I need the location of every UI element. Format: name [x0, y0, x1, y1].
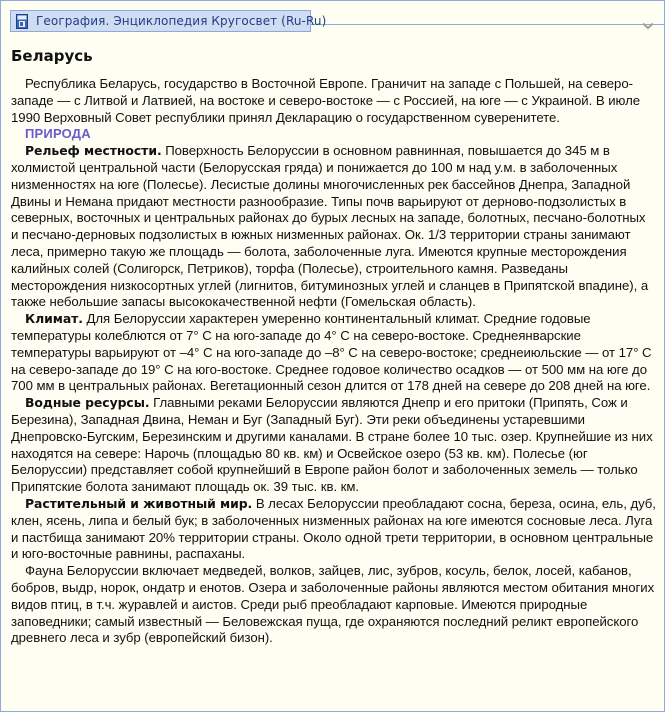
book-icon — [16, 14, 28, 29]
header-divider — [311, 24, 664, 25]
article-title: Беларусь — [11, 47, 93, 65]
source-label: География. Энциклопедия Кругосвет (Ru-Ru) — [36, 14, 327, 28]
section-heading: ПРИРОДА — [25, 126, 91, 142]
intro-paragraph: Республика Беларусь, государство в Восточной Европе. Граничит на западе с Польшей, на северо-западе — с Литвой и Латвией, на востоке и северо-востоке — с Россией, на юге — с Украиной. В июле 1990 Верховный Совет республики принял Декларацию о государственном суверенитете. — [11, 76, 641, 125]
paragraph-lead: Рельеф местности. — [25, 143, 162, 159]
paragraph-flora — [11, 496, 656, 563]
paragraph-lead: Водные ресурсы. — [25, 395, 150, 411]
paragraph-water — [11, 395, 656, 496]
paragraph-lead: Климат. — [25, 311, 83, 327]
article-content — [11, 46, 656, 647]
paragraph-relief — [11, 143, 656, 311]
paragraph-fauna — [11, 563, 656, 647]
paragraph-text: В лесах Белоруссии преобладают сосна, береза, осина, ель, дуб, клен, ясень, липа и белый бук; в заболоченных низменных районах на юге имеются сосновые леса. Луга и пастбища занимают 20% территории страны. Около одной трети территории, в основном центральные и юго-восточные равнины, распаханы. — [11, 495, 656, 562]
source-header — [1, 1, 664, 28]
paragraph-climate — [11, 311, 656, 395]
paragraph-text: Главными реками Белоруссии являются Днепр и его притоки (Припять, Сож и Березина), Западная Двина, Неман и Буг (Западный Буг). Эти реки объединены устаревшими Днепровско-Бугским, Березинским и другими каналами. В стране более 10 тыс. озер. Крупнейшие из них находятся на севере: Нарочь (площадью 80 кв. км) и Освейское озеро (53 кв. км). Полесье (юг Белоруссии) представляет собой крупнейший в Европе район болот и заболоченных земель — только Припятские болота занимают площадь ок. 39 тыс. кв. км. — [11, 395, 653, 495]
chevron-down-icon[interactable] — [642, 15, 654, 23]
paragraph-lead: Растительный и животный мир. — [25, 495, 253, 511]
paragraph-text: Для Белоруссии характерен умеренно континентальный климат. Средние годовые температуры колеблются от 7° С на юго-западе до 4° С на северо-востоке. Среднеянварские температуры варьируют от –4° С на юго-западе до –8° С на северо-востоке; среднеиюльские — от 17° С на северо-западе до 19° С на юго-востоке. Среднее годовое количество осадков — от 500 мм на юге до 700 мм в центральных районах. Вегетационный сезон длится от 178 дней на севере до 208 дней на юге. — [11, 311, 652, 394]
source-tab[interactable] — [10, 10, 327, 32]
paragraph-text: Поверхность Белоруссии в основном равнинная, повышается до 345 м в холмистой центральной части (Белорусская гряда) и понижается до 100 м над у.м. в заболоченных низменностях на юге (Полесье). Лесистые долины многочисленных рек бассейнов Днепра, Западной Двины и Немана придают местности разнообразие. Типы почв варьируют от дерново-подзолистых в северных, восточных и центральных районах до бурых лесных на западе, болотных, песчано-болотных и песчано-дерновых подзолистых в южных низменных районах. Ок. 1/3 территории страны занимают леса, примерно такую же площадь — болота, заболоченные луга. Имеются крупные месторождения калийных солей (Солигорск, Петриков), торфа (Полесье), строительного камня. Разведаны месторождения низкосортных углей (лигнитов, битуминозных углей и сланцев в Припятской впадине), а также небольшие запасы высококачественной нефти (Гомельская область). — [11, 143, 649, 310]
paragraph-text: Фауна Белоруссии включает медведей, волков, зайцев, лис, зубров, косуль, белок, лосей, кабанов, бобров, выдр, норок, ондатр и енотов. Озера и заболоченные районы являются местом обитания многих видов птиц, в т.ч. журавлей и аистов. Среди рыб преобладают карповые. Имеются природные заповедники; самый известный — Беловежская пуща, где охраняются последний реликт европейского древнего леса и зубр (европейский бизон). — [11, 563, 655, 646]
